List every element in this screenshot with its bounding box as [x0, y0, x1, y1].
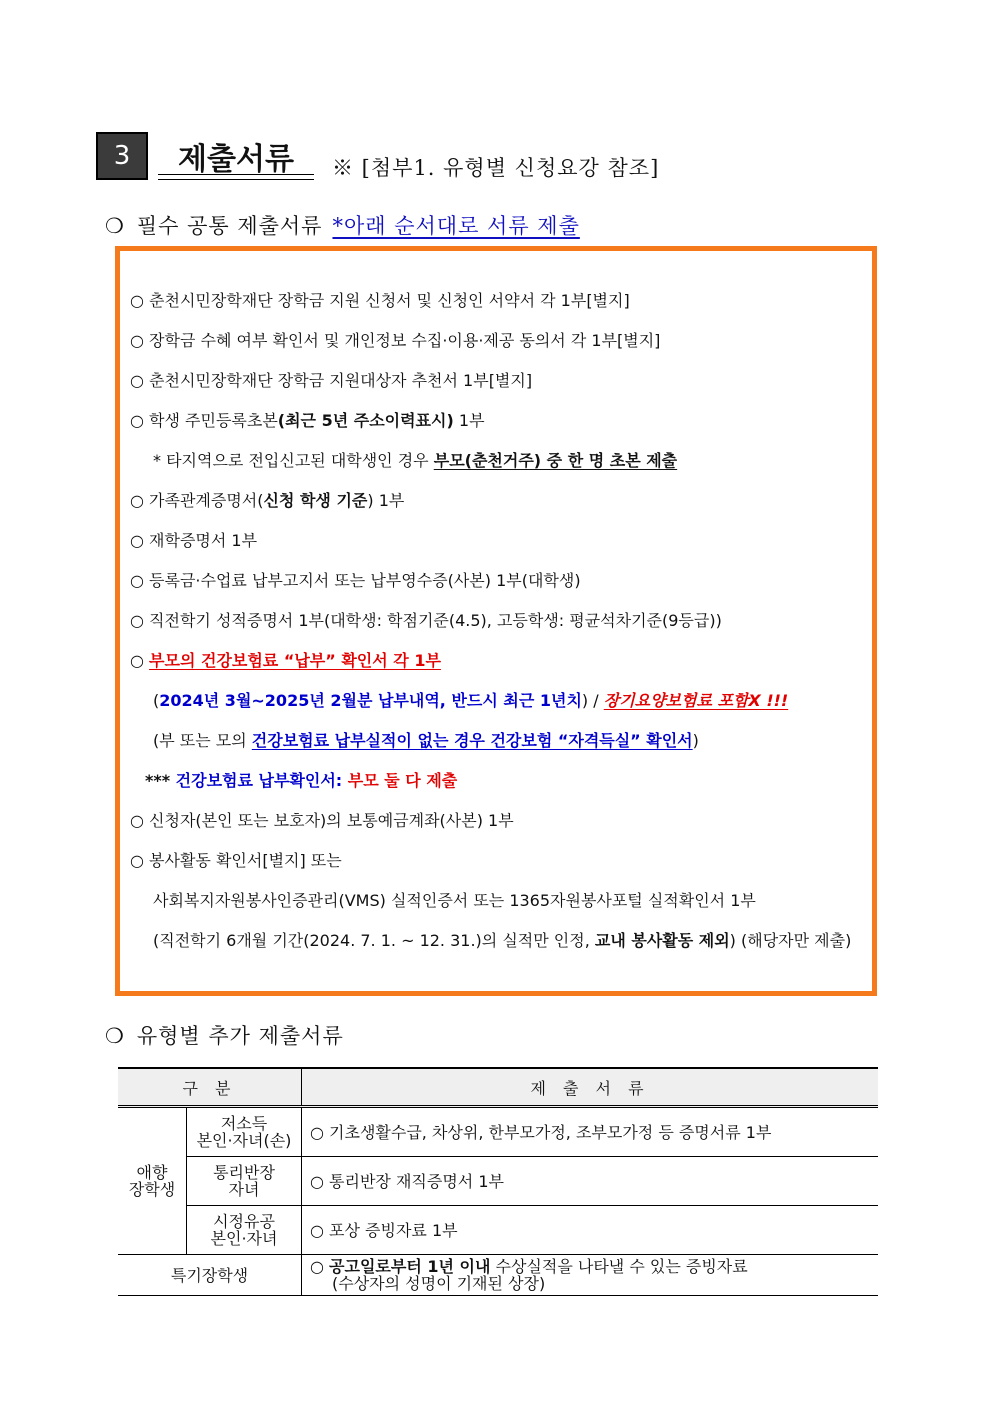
item-text: 1부 [453, 411, 485, 430]
section-title: 제출서류 [178, 142, 294, 177]
list-item: ○ 등록금·수업료 납부고지서 또는 납부영수증(사본) 1부(대학생) [130, 571, 581, 590]
required-note: *아래 순서대로 서류 제출 [332, 214, 580, 238]
row-doc: ○ 통리반장 재직증명서 1부 [302, 1157, 879, 1206]
list-note [145, 771, 457, 791]
required-title: 필수 공통 제출서류 [136, 214, 323, 238]
additional-docs-table [118, 1067, 878, 1296]
row-doc: ○ 포상 증빙자료 1부 [302, 1206, 879, 1255]
list-item: ○ 장학금 수혜 여부 확인서 및 개인정보 수집·이용·제공 동의서 각 1부[별지] [130, 331, 661, 350]
item-bold-underline: 부모(춘천거주) 중 한 명 초본 제출 [433, 451, 678, 470]
item-bold: *** [145, 771, 176, 790]
item-text: (직전학기 6개월 기간(2024. 7. 1. ~ 12. 31.)의 실적만 인정, [153, 931, 595, 950]
table-row [118, 1157, 878, 1206]
item-text: * 타지역으로 전입신고된 대학생인 경우 [153, 451, 434, 470]
title-underline-2 [158, 179, 314, 180]
additional-title: 유형별 추가 제출서류 [136, 1024, 344, 1048]
item-text: ) [692, 731, 699, 750]
doc-text: ○ [310, 1257, 330, 1276]
required-heading [105, 210, 580, 240]
doc-text: (수상자의 성명이 기재된 상장) [332, 1274, 546, 1293]
item-text: ○ [130, 651, 150, 670]
bullet-circle-icon: ❍ [105, 1024, 125, 1048]
item-text: ) / [581, 691, 604, 710]
list-item: ○ 신청자(본인 또는 보호자)의 보통예금계좌(사본) 1부 [130, 811, 514, 830]
table-row [118, 1206, 878, 1255]
section-note: ※ [첨부1. 유형별 신청요강 참조] [332, 156, 660, 180]
item-red-italic: 장기요양보험료 포함X !!! [603, 691, 789, 710]
item-red: 부모 둘 다 제출 [347, 771, 458, 790]
list-item: ○ 춘천시민장학재단 장학금 지원대상자 추천서 1부[별지] [130, 371, 533, 390]
doc-bold: 공고일로부터 1년 이내 [329, 1257, 491, 1276]
list-note [153, 451, 677, 471]
row-doc: ○ 기초생활수급, 차상위, 한부모가정, 조부모가정 등 증명서류 1부 [302, 1107, 879, 1157]
special-doc [302, 1255, 879, 1296]
list-item [130, 411, 485, 431]
item-bold: (최근 5년 주소이력표시) [277, 411, 454, 430]
row-sub: 시정유공 본인·자녀 [187, 1206, 302, 1255]
item-text: ( [153, 691, 160, 710]
list-item [130, 651, 441, 671]
header-category: 구 분 [118, 1068, 302, 1107]
section-number: 3 [96, 132, 148, 180]
doc-text: 수상실적을 나타낼 수 있는 증빙자료 [490, 1257, 748, 1276]
additional-heading [105, 1020, 344, 1050]
item-text: ○ 학생 주민등록초본 [130, 411, 278, 430]
list-note [153, 931, 851, 951]
item-blue: 2024년 3월~2025년 2월분 납부내역, 반드시 최근 1년치 [159, 691, 582, 710]
list-item: ○ 춘천시민장학재단 장학금 지원 신청서 및 신청인 서약서 각 1부[별지] [130, 291, 630, 310]
item-text: ) (해당자만 제출) [729, 931, 852, 950]
table-row [118, 1107, 878, 1157]
bullet-circle-icon: ❍ [105, 214, 125, 238]
item-blue: 건강보험료 납부확인서: [175, 771, 348, 790]
table-header-row [118, 1068, 878, 1107]
list-note [153, 731, 699, 751]
list-item: ○ 재학증명서 1부 [130, 531, 258, 550]
table-row [118, 1255, 878, 1296]
item-blue-underline: 건강보험료 납부실적이 없는 경우 건강보험 “자격득실” 확인서 [251, 731, 693, 750]
list-note [153, 691, 788, 711]
item-text: ○ 가족관계증명서( [130, 491, 264, 510]
list-item: ○ 직전학기 성적증명서 1부(대학생: 학점기준(4.5), 고등학생: 평균석차기준(9등급)) [130, 611, 722, 630]
item-red-underline: 부모의 건강보험료 “납부” 확인서 각 1부 [149, 651, 441, 670]
special-label: 특기장학생 [118, 1255, 302, 1296]
item-text: (부 또는 모의 [153, 731, 252, 750]
list-item: ○ 봉사활동 확인서[별지] 또는 [130, 851, 342, 870]
item-bold: 교내 봉사활동 제외 [594, 931, 730, 950]
row-sub: 저소득 본인·자녀(손) [187, 1107, 302, 1157]
item-bold: 신청 학생 기준 [263, 491, 368, 510]
item-text: ) 1부 [367, 491, 405, 510]
row-sub: 통리반장 자녀 [187, 1157, 302, 1206]
title-underline [158, 174, 314, 175]
list-note: 사회복지자원봉사인증관리(VMS) 실적인증서 또는 1365자원봉사포털 실적확인서 1부 [153, 891, 756, 910]
list-item [130, 491, 404, 511]
header-documents: 제 출 서 류 [302, 1068, 879, 1107]
group-label: 애향 장학생 [118, 1107, 187, 1255]
